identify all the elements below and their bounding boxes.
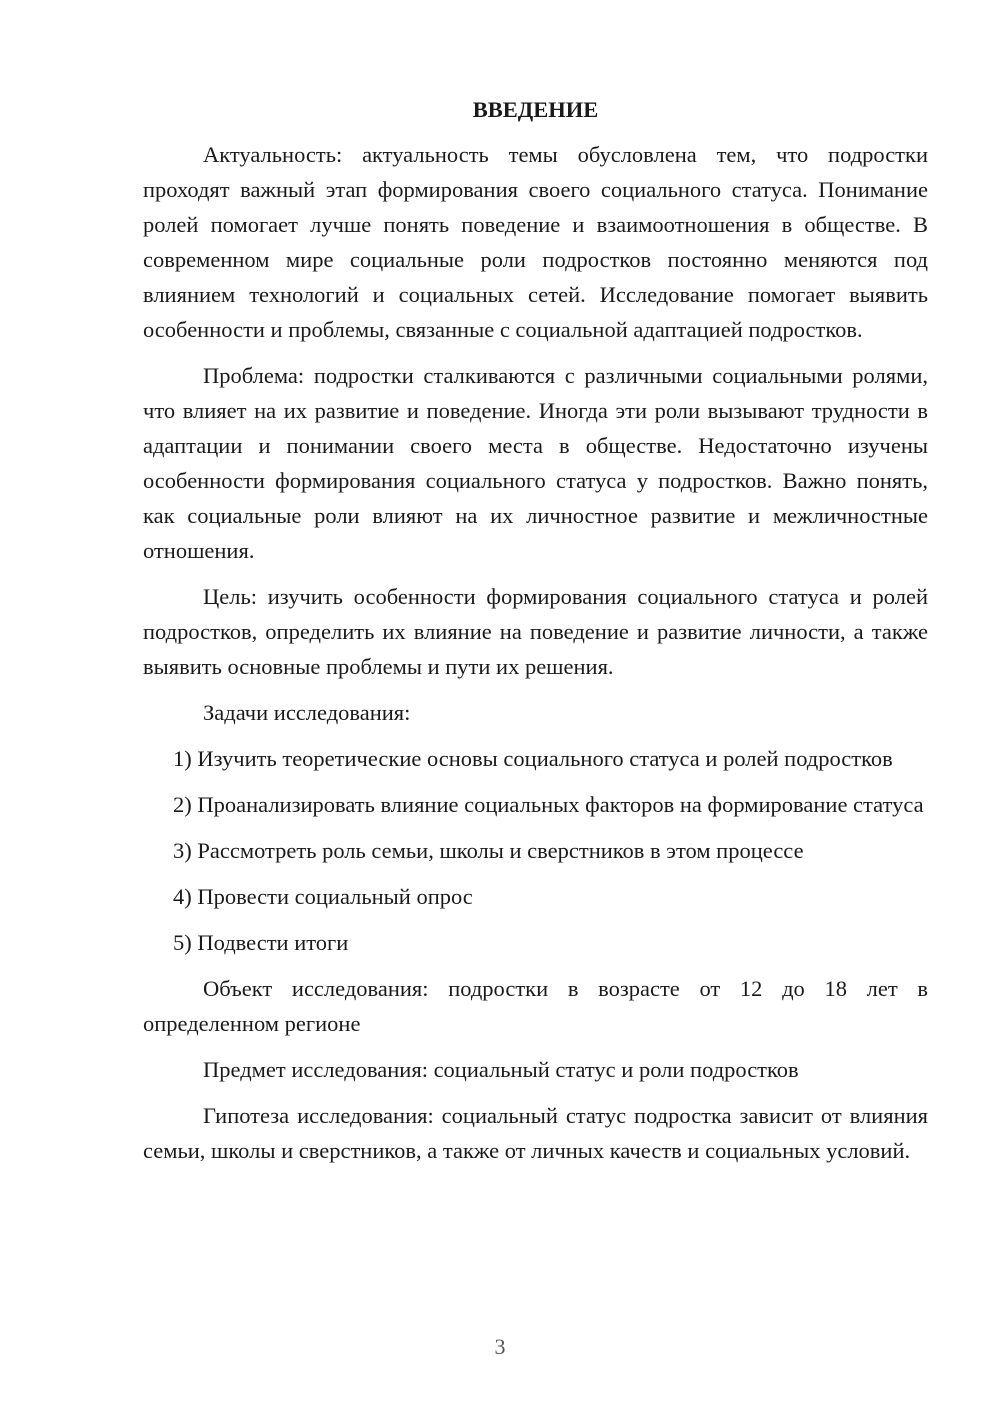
task-item-2: 2) Проанализировать влияние социальных факторов на формирование статуса	[173, 792, 924, 817]
subject-paragraph: Предмет исследования: социальный статус и роли подростков	[203, 1057, 799, 1082]
page-number: 3	[494, 1334, 506, 1359]
task-item-5: 5) Подвести итоги	[173, 930, 349, 955]
section-title: ВВЕДЕНИЕ	[472, 97, 599, 122]
document-page	[143, 92, 928, 1168]
task-item-1: 1) Изучить теоретические основы социального статуса и ролей подростков	[173, 746, 893, 771]
tasks-heading: Задачи исследования:	[203, 700, 411, 725]
task-item-4: 4) Провести социальный опрос	[173, 884, 473, 909]
hypothesis-paragraph: Гипотеза исследования: социальный статус подростка зависит от влияния семьи, школы и сверстников, а также от личных качеств и социальных условий.	[143, 1103, 928, 1163]
object-paragraph: Объект исследования: подростки в возрасте от 12 до 18 лет в определенном регионе	[143, 976, 928, 1036]
task-item-3: 3) Рассмотреть роль семьи, школы и сверстников в этом процессе	[173, 838, 804, 863]
goal-paragraph: Цель: изучить особенности формирования социального статуса и ролей подростков, определить их влияние на поведение и развитие личности, а также выявить основные проблемы и пути их решения.	[143, 584, 928, 679]
problem-paragraph: Проблема: подростки сталкиваются с различными социальными ролями, что влияет на их развитие и поведение. Иногда эти роли вызывают трудности в адаптации и понимании своего места в обществе. Недостаточно изучены особенности формирования социального статуса у подростков. Важно понять, как социальные роли влияют на их личностное развитие и межличностные отношения.	[143, 363, 928, 563]
relevance-paragraph: Актуальность: актуальность темы обусловлена тем, что подростки проходят важный этап формирования своего социального статуса. Понимание ролей помогает лучше понять поведение и взаимоотношения в обществе. В современном мире социальные роли подростков постоянно меняются под влиянием технологий и социальных сетей. Исследование помогает выявить особенности и проблемы, связанные с социальной адаптацией подростков.	[143, 142, 928, 342]
